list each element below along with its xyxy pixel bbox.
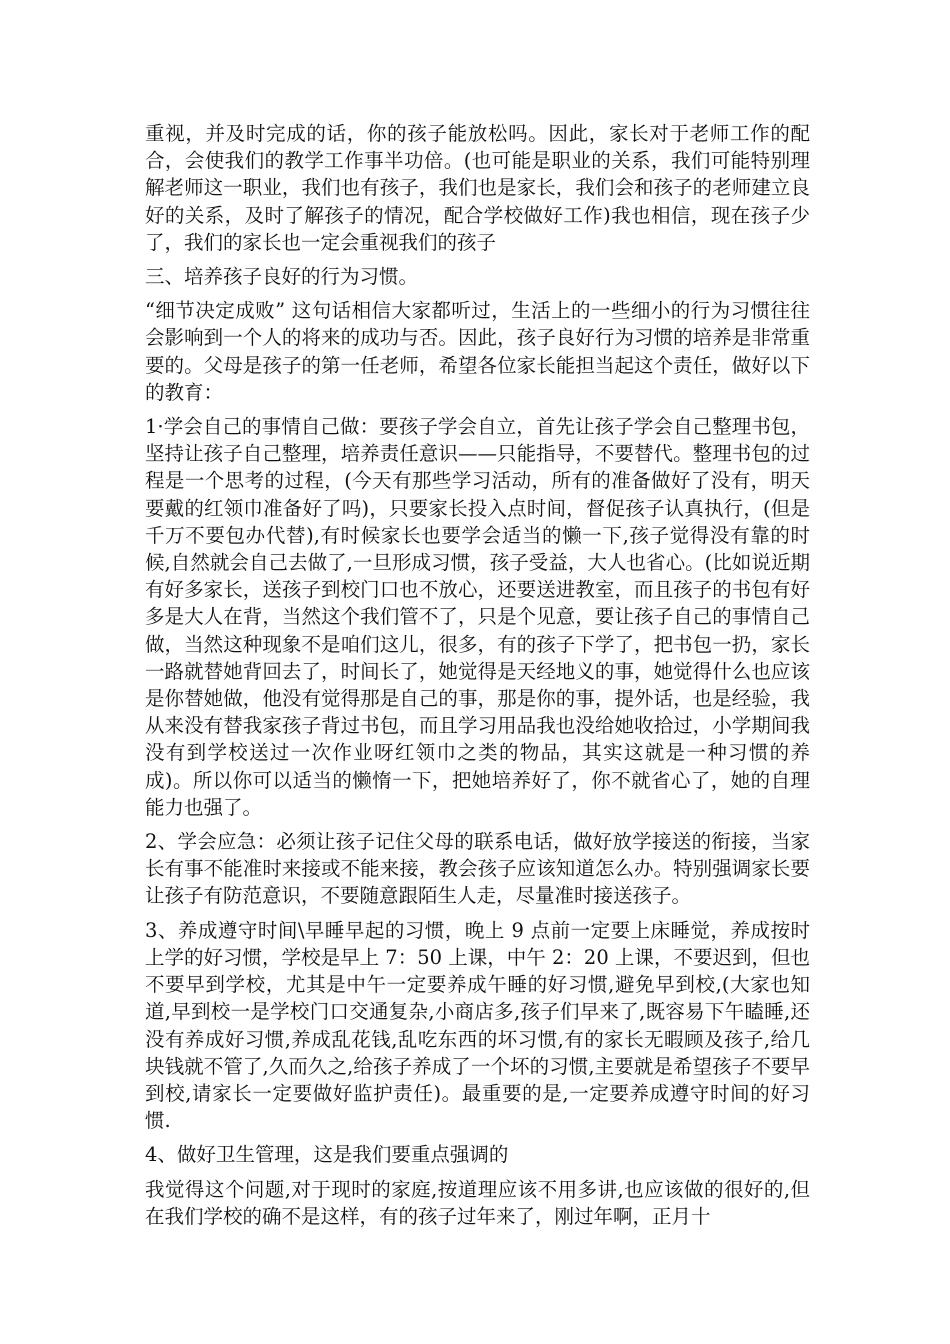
paragraph-item-2-emergency: 2、学会应急：必须让孩子记住父母的联系电话，做好放学接送的衔接，当家长有事不能准时来接或不能来接，教会孩子应该知道怎么办。特别强调家长要让孩子有防范意识，不要随意跟陌生人走，尽量准时接送孩子。 [145,830,810,908]
paragraph-item-4-hygiene: 4、做好卫生管理，这是我们要重点强调的 [145,1143,509,1167]
paragraph-details-decide-success: “细节决定成败” 这句话相信大家都听过，生活上的一些细小的行为习惯往往会影响到一个人的将来的成功与否。因此，孩子良好行为习惯的培养是非常重要的。父母是孩子的第一任老师，希望各位家长能担当起这个责任，做好以下的教育： [145,299,810,404]
paragraph-item-3-punctuality: 3、养成遵守时间\早睡早起的习惯，晚上 9 点前一定要上床睡觉，养成按时上学的好习惯，学校是早上 7：50 上课，中午 2：20 上课，不要迟到，但也不要早到学校，尤其是中午一定要养成午睡的好习惯,避免早到校,(大家也知道,早到校一是学校门口交通复杂,小商店多,孩子们早来了,既容易下午瞌睡,还没有养成好习惯,养成乱花钱,乱吃东西的坏习惯,有的家长无暇顾及孩子,给几块钱就不管了,久而久之,给孩子养成了一个坏的习惯,主要就是希望孩子不要早到校,请家长一定要做好监护责任)。最重要的是,一定要养成遵守时间的好习惯. [145,918,810,1133]
paragraph-hygiene-detail: 我觉得这个问题,对于现时的家庭,按道理应该不用多讲,也应该做的很好的,但在我们学校的确不是这样，有的孩子过年来了，刚过年啊，正月十 [145,1177,810,1228]
paragraph-teacher-cooperation: 重视，并及时完成的话，你的孩子能放松吗。因此，家长对于老师工作的配合，会使我们的教学工作事半功倍。(也可能是职业的关系，我们可能特别理解老师这一职业，我们也有孩子，我们也是家长，我们会和孩子的老师建立良好的关系，及时了解孩子的情况，配合学校做好工作)我也相信，现在孩子少了，我们的家长也一定会重视我们的孩子 [145,122,810,254]
section-heading-behavior-habits: 三、培养孩子良好的行为习惯。 [145,265,419,289]
document-page [145,120,810,1237]
paragraph-item-1-self-reliance: 1·学会自己的事情自己做：要孩子学会自立，首先让孩子学会自己整理书包，坚持让孩子自己整理，培养责任意识——只能指导，不要替代。整理书包的过程是一个思考的过程，(今天有那些学习活动，所有的准备做好了没有，明天要戴的红领巾准备好了吗)，只要家长投入点时间，督促孩子认真执行，(但是千万不要包办代替),有时候家长也要学会适当的懒一下,孩子觉得没有靠的时候,自然就会自己去做了,一旦形成习惯，孩子受益，大人也省心。(比如说近期有好多家长，送孩子到校门口也不放心，还要送进教室，而且孩子的书包有好多是大人在背，当然这个我们管不了，只是个见意，要让孩子自己的事情自己做，当然这种现象不是咱们这儿，很多，有的孩子下学了，把书包一扔，家长一路就替她背回去了，时间长了，她觉得是天经地义的事，她觉得什么也应该是你替她做，他没有觉得那是自己的事，那是你的事，提外话，也是经验，我从来没有替我家孩子背过书包，而且学习用品我也没给她收拾过，小学期间我没有到学校送过一次作业呀红领巾之类的物品，其实这就是一种习惯的养成)。所以你可以适当的懒惰一下，把她培养好了，你不就省心了，她的自理能力也强了。 [145,415,810,819]
